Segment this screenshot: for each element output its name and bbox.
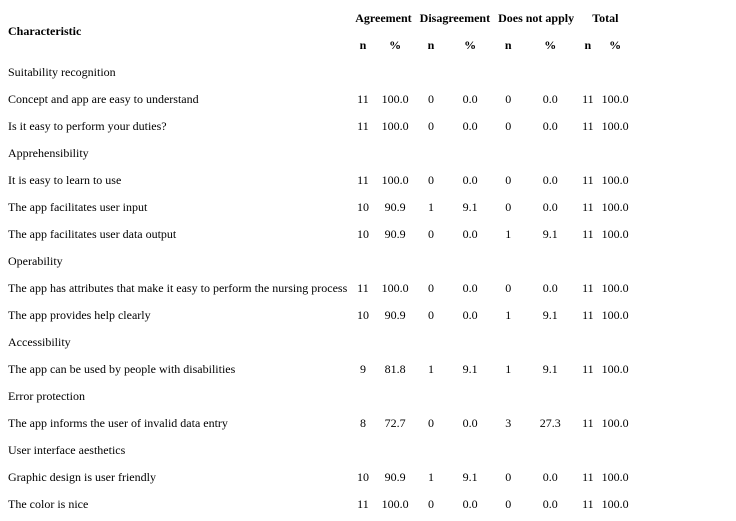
total-n-header: n [584, 37, 592, 52]
agreement-n-cell: 10 [356, 226, 369, 241]
disagreement-pct-cell: 0.0 [462, 280, 478, 295]
agreement-pct-cell: 90.9 [384, 307, 406, 322]
total-n-cell: 11 [582, 118, 594, 133]
does-not-apply-pct-cell: 0.0 [542, 172, 558, 187]
does-not-apply-n-header: n [504, 37, 512, 52]
agreement-n-cell: 11 [357, 496, 369, 511]
does-not-apply-n-cell: 1 [505, 361, 512, 376]
table-row [4, 85, 633, 112]
agreement-n-cell: 11 [357, 280, 369, 295]
total-pct-cell: 100.0 [601, 172, 629, 187]
row-label: The app has attributes that make it easy to perform the nursing process [8, 280, 348, 295]
total-n-cell: 11 [582, 469, 594, 484]
disagreement-n-cell: 0 [427, 226, 434, 241]
disagreement-n-cell: 0 [427, 496, 434, 511]
evaluation-table [4, 4, 633, 517]
section-row [4, 328, 633, 355]
total-pct-cell: 100.0 [601, 91, 629, 106]
table-row [4, 220, 633, 247]
total-n-cell: 11 [582, 361, 594, 376]
does-not-apply-header: Does not apply [498, 10, 575, 25]
section-label: Suitability recognition [8, 64, 116, 79]
agreement-n-cell: 10 [356, 307, 369, 322]
does-not-apply-pct-cell: 27.3 [539, 415, 561, 430]
does-not-apply-pct-cell: 0.0 [542, 496, 558, 511]
agreement-n-cell: 11 [357, 172, 369, 187]
disagreement-n-cell: 1 [427, 469, 434, 484]
does-not-apply-pct-cell: 9.1 [542, 226, 558, 241]
disagreement-n-cell: 0 [427, 91, 434, 106]
table-row [4, 166, 633, 193]
row-label: It is easy to learn to use [8, 172, 122, 187]
disagreement-pct-cell: 0.0 [462, 226, 478, 241]
disagreement-pct-cell: 0.0 [462, 496, 478, 511]
disagreement-n-cell: 0 [427, 415, 434, 430]
agreement-n-cell: 9 [359, 361, 366, 376]
disagreement-n-cell: 0 [427, 307, 434, 322]
row-label: The app can be used by people with disabilities [8, 361, 236, 376]
does-not-apply-pct-cell: 9.1 [542, 361, 558, 376]
total-pct-cell: 100.0 [601, 415, 629, 430]
disagreement-pct-cell: 9.1 [462, 199, 478, 214]
disagreement-n-header: n [427, 37, 435, 52]
table-header [4, 4, 633, 58]
agreement-n-cell: 11 [357, 118, 369, 133]
total-header: Total [592, 10, 619, 25]
disagreement-pct-cell: 0.0 [462, 307, 478, 322]
agreement-n-cell: 11 [357, 91, 369, 106]
disagreement-pct-cell: 9.1 [462, 361, 478, 376]
agreement-n-cell: 8 [359, 415, 366, 430]
does-not-apply-n-cell: 0 [505, 118, 512, 133]
does-not-apply-pct-cell: 0.0 [542, 280, 558, 295]
does-not-apply-pct-cell: 0.0 [542, 118, 558, 133]
does-not-apply-pct-cell: 9.1 [542, 307, 558, 322]
section-label: Apprehensibility [8, 145, 89, 160]
total-pct-cell: 100.0 [601, 226, 629, 241]
agreement-pct-cell: 90.9 [384, 226, 406, 241]
total-pct-cell: 100.0 [601, 496, 629, 511]
table-row [4, 112, 633, 139]
total-n-cell: 11 [582, 280, 594, 295]
total-n-cell: 11 [582, 496, 594, 511]
total-n-cell: 11 [582, 91, 594, 106]
section-row [4, 58, 633, 85]
total-n-cell: 11 [582, 226, 594, 241]
row-label: Is it easy to perform your duties? [8, 118, 167, 133]
row-label: The app facilitates user input [8, 199, 148, 214]
agreement-pct-cell: 81.8 [384, 361, 406, 376]
table-row [4, 274, 633, 301]
does-not-apply-n-cell: 1 [505, 307, 512, 322]
total-pct-cell: 100.0 [601, 280, 629, 295]
does-not-apply-pct-cell: 0.0 [542, 199, 558, 214]
does-not-apply-n-cell: 0 [505, 172, 512, 187]
agreement-pct-cell: 90.9 [384, 469, 406, 484]
agreement-n-cell: 10 [356, 469, 369, 484]
row-label: Concept and app are easy to understand [8, 91, 199, 106]
disagreement-pct-cell: 0.0 [462, 91, 478, 106]
agreement-n-cell: 10 [356, 199, 369, 214]
agreement-header: Agreement [355, 10, 412, 25]
disagreement-pct-cell: 9.1 [462, 469, 478, 484]
row-label: The app facilitates user data output [8, 226, 177, 241]
disagreement-pct-cell: 0.0 [462, 415, 478, 430]
agreement-pct-header: % [389, 37, 402, 52]
disagreement-n-cell: 0 [427, 118, 434, 133]
section-label: Error protection [8, 388, 85, 403]
total-n-cell: 11 [582, 415, 594, 430]
table-row [4, 355, 633, 382]
section-label: User interface aesthetics [8, 442, 126, 457]
table-row [4, 490, 633, 517]
does-not-apply-n-cell: 3 [505, 415, 512, 430]
total-n-cell: 11 [582, 172, 594, 187]
disagreement-header: Disagreement [419, 10, 491, 25]
agreement-pct-cell: 100.0 [381, 118, 409, 133]
table-row [4, 463, 633, 490]
agreement-pct-cell: 100.0 [381, 280, 409, 295]
section-label: Operability [8, 253, 63, 268]
total-pct-cell: 100.0 [601, 469, 629, 484]
total-n-cell: 11 [582, 199, 594, 214]
section-row [4, 247, 633, 274]
disagreement-pct-header: % [464, 37, 477, 52]
does-not-apply-n-cell: 0 [505, 496, 512, 511]
disagreement-n-cell: 0 [427, 172, 434, 187]
table-row [4, 301, 633, 328]
agreement-pct-cell: 100.0 [381, 496, 409, 511]
agreement-pct-cell: 100.0 [381, 91, 409, 106]
does-not-apply-n-cell: 1 [505, 226, 512, 241]
table-row [4, 193, 633, 220]
does-not-apply-n-cell: 0 [505, 469, 512, 484]
total-pct-header: % [609, 37, 622, 52]
table-row [4, 409, 633, 436]
table-body [4, 58, 633, 517]
row-label: The app provides help clearly [8, 307, 151, 322]
total-pct-cell: 100.0 [601, 307, 629, 322]
disagreement-n-cell: 1 [427, 199, 434, 214]
does-not-apply-pct-cell: 0.0 [542, 91, 558, 106]
agreement-pct-cell: 72.7 [384, 415, 406, 430]
header-row-groups [4, 4, 633, 31]
disagreement-n-cell: 1 [427, 361, 434, 376]
row-label: Graphic design is user friendly [8, 469, 156, 484]
does-not-apply-n-cell: 0 [505, 199, 512, 214]
agreement-pct-cell: 90.9 [384, 199, 406, 214]
characteristic-header: Characteristic [8, 24, 82, 38]
section-row [4, 436, 633, 463]
does-not-apply-pct-header: % [544, 37, 557, 52]
total-pct-cell: 100.0 [601, 361, 629, 376]
section-row [4, 139, 633, 166]
total-pct-cell: 100.0 [601, 199, 629, 214]
total-n-cell: 11 [582, 307, 594, 322]
does-not-apply-n-cell: 0 [505, 280, 512, 295]
row-label: The color is nice [8, 496, 89, 511]
section-row [4, 382, 633, 409]
agreement-pct-cell: 100.0 [381, 172, 409, 187]
agreement-n-header: n [359, 37, 367, 52]
section-label: Accessibility [8, 334, 71, 349]
does-not-apply-pct-cell: 0.0 [542, 469, 558, 484]
row-label: The app informs the user of invalid data entry [8, 415, 228, 430]
does-not-apply-n-cell: 0 [505, 91, 512, 106]
total-pct-cell: 100.0 [601, 118, 629, 133]
disagreement-pct-cell: 0.0 [462, 118, 478, 133]
disagreement-pct-cell: 0.0 [462, 172, 478, 187]
disagreement-n-cell: 0 [427, 280, 434, 295]
